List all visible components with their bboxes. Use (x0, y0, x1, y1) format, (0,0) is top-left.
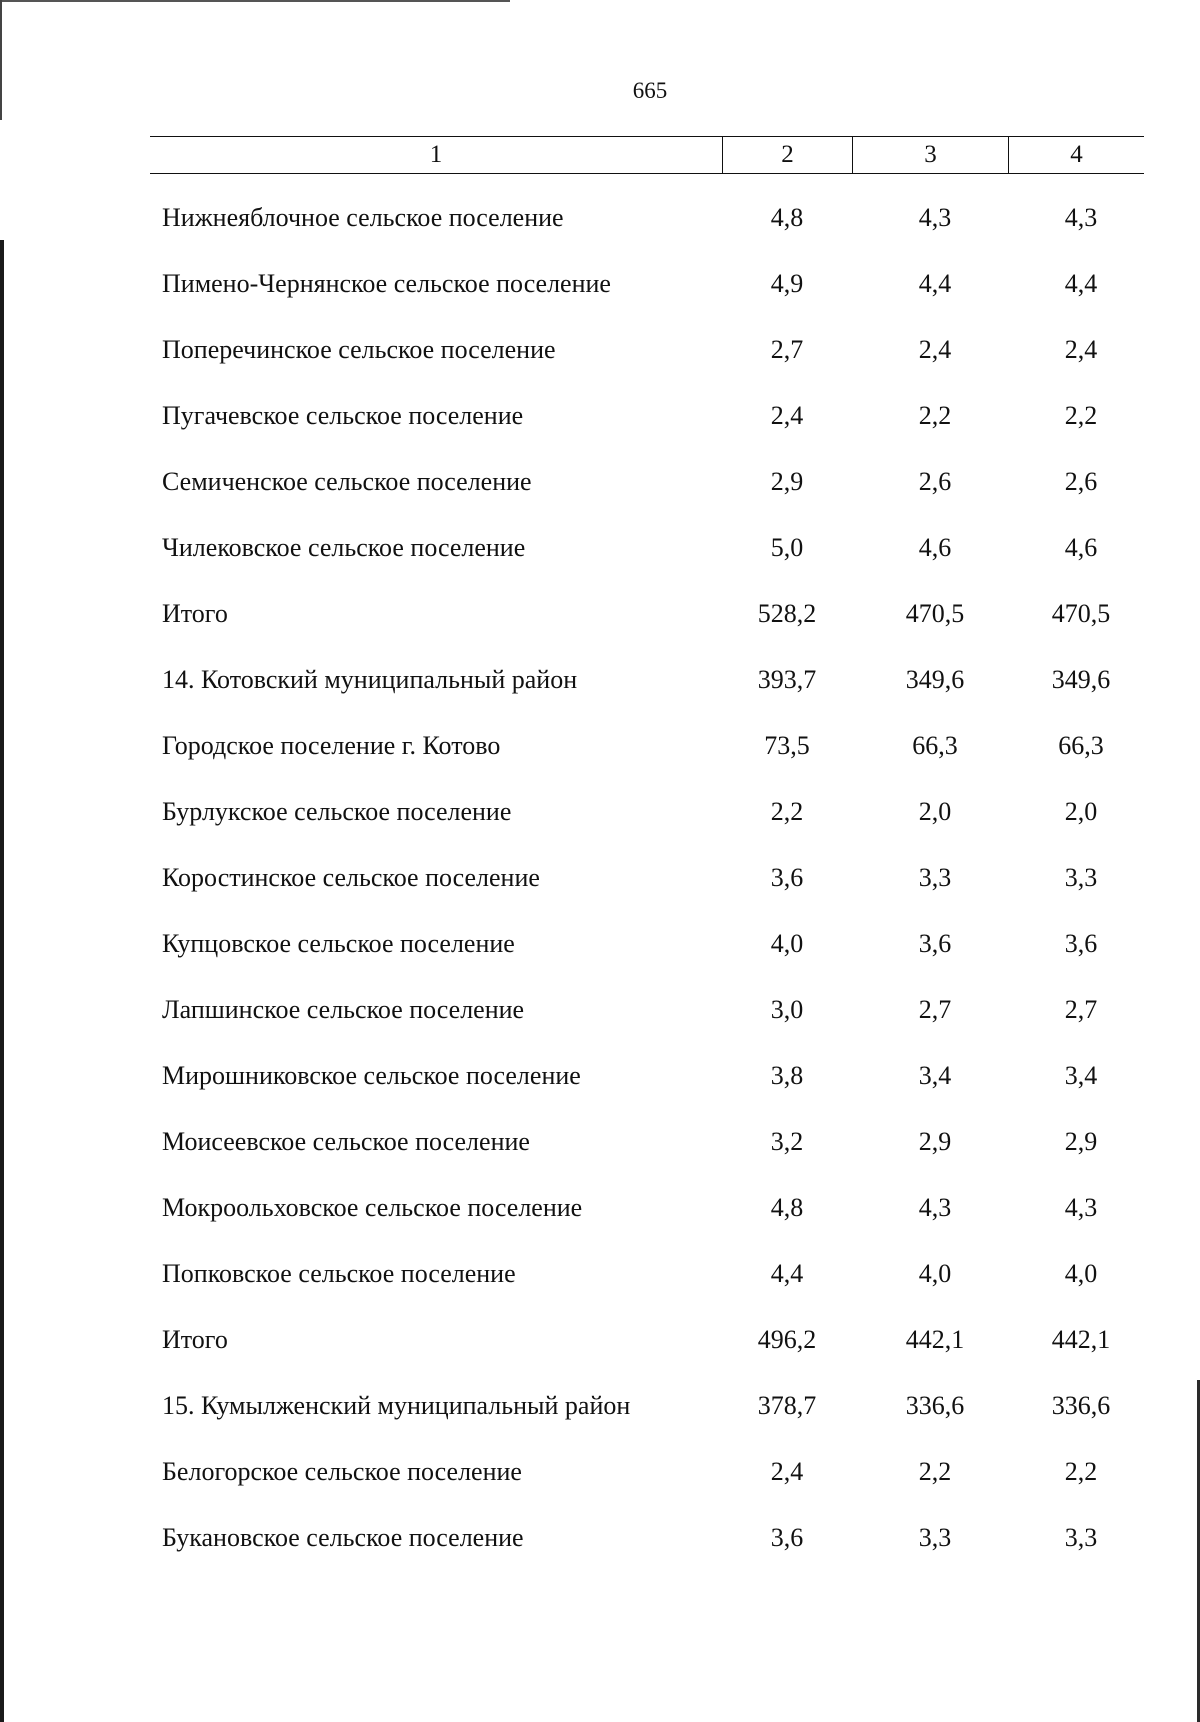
row-value-col3: 2,0 (918, 797, 952, 826)
row-value-col3: 66,3 (912, 731, 958, 760)
table-row (0, 980, 1200, 1046)
row-name: Моисеевское сельское поселение (162, 1127, 530, 1156)
row-value-col2: 73,5 (764, 731, 810, 760)
row-value-col4: 3,6 (1064, 929, 1098, 958)
row-value-col4: 3,4 (1064, 1061, 1098, 1090)
table-row (0, 584, 1200, 650)
row-value-col2: 2,2 (770, 797, 804, 826)
row-name: 14. Котовский муниципальный район (162, 665, 578, 694)
row-value-col4: 4,3 (1064, 203, 1098, 232)
table-row (0, 320, 1200, 386)
row-name: Коростинское сельское поселение (162, 863, 540, 892)
row-value-col2: 4,4 (770, 1259, 804, 1288)
table-row (0, 1046, 1200, 1112)
table-row (0, 254, 1200, 320)
column-header-2: 2 (722, 137, 852, 173)
row-value-col4: 470,5 (1051, 599, 1111, 628)
row-value-col3: 3,3 (918, 863, 952, 892)
table-row (0, 782, 1200, 848)
row-value-col3: 4,3 (918, 1193, 952, 1222)
row-value-col3: 470,5 (905, 599, 965, 628)
row-value-col4: 2,6 (1064, 467, 1098, 496)
row-value-col3: 336,6 (905, 1391, 965, 1420)
row-name: Попковское сельское поселение (162, 1259, 516, 1288)
row-value-col3: 3,3 (918, 1523, 952, 1552)
row-value-col3: 4,4 (918, 269, 952, 298)
row-name: Мирошниковское сельское поселение (162, 1061, 581, 1090)
row-value-col3: 2,2 (918, 401, 952, 430)
table-row (0, 650, 1200, 716)
table-row (0, 1178, 1200, 1244)
row-value-col4: 4,6 (1064, 533, 1098, 562)
row-value-col2: 2,7 (770, 335, 804, 364)
row-value-col4: 2,4 (1064, 335, 1098, 364)
row-name: Бурлукское сельское поселение (162, 797, 512, 826)
row-value-col3: 349,6 (905, 665, 965, 694)
row-value-col3: 2,2 (918, 1457, 952, 1486)
row-value-col4: 2,9 (1064, 1127, 1098, 1156)
table-row (0, 1310, 1200, 1376)
table-row (0, 1376, 1200, 1442)
table-row (0, 1112, 1200, 1178)
row-value-col4: 2,7 (1064, 995, 1098, 1024)
row-name: Чилековское сельское поселение (162, 533, 526, 562)
row-name: Купцовское сельское поселение (162, 929, 515, 958)
row-name: Поперечинское сельское поселение (162, 335, 556, 364)
table-row (0, 1244, 1200, 1310)
row-value-col4: 3,3 (1064, 863, 1098, 892)
row-value-col4: 3,3 (1064, 1523, 1098, 1552)
column-header-3: 3 (852, 137, 1008, 173)
table-row (0, 914, 1200, 980)
row-value-col4: 2,2 (1064, 401, 1098, 430)
row-name: Пугачевское сельское поселение (162, 401, 524, 430)
row-value-col2: 4,9 (770, 269, 804, 298)
row-name: Мокроольховское сельское поселение (162, 1193, 583, 1222)
row-value-col2: 4,8 (770, 1193, 804, 1222)
row-value-col3: 4,3 (918, 203, 952, 232)
row-value-col2: 3,6 (770, 863, 804, 892)
row-value-col4: 2,0 (1064, 797, 1098, 826)
row-value-col3: 4,6 (918, 533, 952, 562)
row-name: Итого (162, 599, 228, 628)
row-value-col4: 66,3 (1058, 731, 1104, 760)
row-value-col4: 2,2 (1064, 1457, 1098, 1486)
row-name: Лапшинское сельское поселение (162, 995, 525, 1024)
row-value-col3: 4,0 (918, 1259, 952, 1288)
table-row (0, 518, 1200, 584)
row-value-col2: 5,0 (770, 533, 804, 562)
scan-edge-top (0, 0, 510, 2)
row-value-col2: 378,7 (757, 1391, 817, 1420)
row-value-col4: 442,1 (1051, 1325, 1111, 1354)
row-value-col2: 2,4 (770, 1457, 804, 1486)
row-value-col2: 3,6 (770, 1523, 804, 1552)
row-value-col4: 349,6 (1051, 665, 1111, 694)
row-value-col2: 3,0 (770, 995, 804, 1024)
row-value-col2: 4,8 (770, 203, 804, 232)
row-name: Пимено-Чернянское сельское поселение (162, 269, 611, 298)
row-value-col3: 2,9 (918, 1127, 952, 1156)
row-name: 15. Кумылженский муниципальный район (162, 1391, 631, 1420)
row-value-col3: 2,7 (918, 995, 952, 1024)
table-row (0, 1442, 1200, 1508)
row-value-col2: 2,9 (770, 467, 804, 496)
row-value-col4: 4,4 (1064, 269, 1098, 298)
table-row (0, 716, 1200, 782)
table-row (0, 1508, 1200, 1574)
table-row (0, 188, 1200, 254)
row-value-col3: 3,6 (918, 929, 952, 958)
column-header-1: 1 (429, 141, 443, 168)
row-value-col3: 442,1 (905, 1325, 965, 1354)
row-name: Городское поселение г. Котово (162, 731, 501, 760)
table-row (0, 848, 1200, 914)
row-name: Семиченское сельское поселение (162, 467, 532, 496)
row-name: Нижнеяблочное сельское поселение (162, 203, 564, 232)
table-row (0, 386, 1200, 452)
row-value-col4: 336,6 (1051, 1391, 1111, 1420)
row-value-col2: 393,7 (757, 665, 817, 694)
row-value-col2: 2,4 (770, 401, 804, 430)
row-value-col2: 528,2 (757, 599, 817, 628)
column-header-4: 4 (1008, 137, 1144, 173)
row-value-col2: 4,0 (770, 929, 804, 958)
row-name: Итого (162, 1325, 228, 1354)
row-value-col2: 3,2 (770, 1127, 804, 1156)
row-name: Букановское сельское поселение (162, 1523, 524, 1552)
table-header (150, 136, 1144, 174)
row-value-col4: 4,3 (1064, 1193, 1098, 1222)
page-number: 665 (632, 78, 668, 103)
row-value-col3: 3,4 (918, 1061, 952, 1090)
row-value-col3: 2,6 (918, 467, 952, 496)
table-body (0, 188, 1200, 1574)
row-value-col2: 3,8 (770, 1061, 804, 1090)
row-name: Белогорское сельское поселение (162, 1457, 522, 1486)
row-value-col4: 4,0 (1064, 1259, 1098, 1288)
row-value-col2: 496,2 (757, 1325, 817, 1354)
row-value-col3: 2,4 (918, 335, 952, 364)
table-row (0, 452, 1200, 518)
